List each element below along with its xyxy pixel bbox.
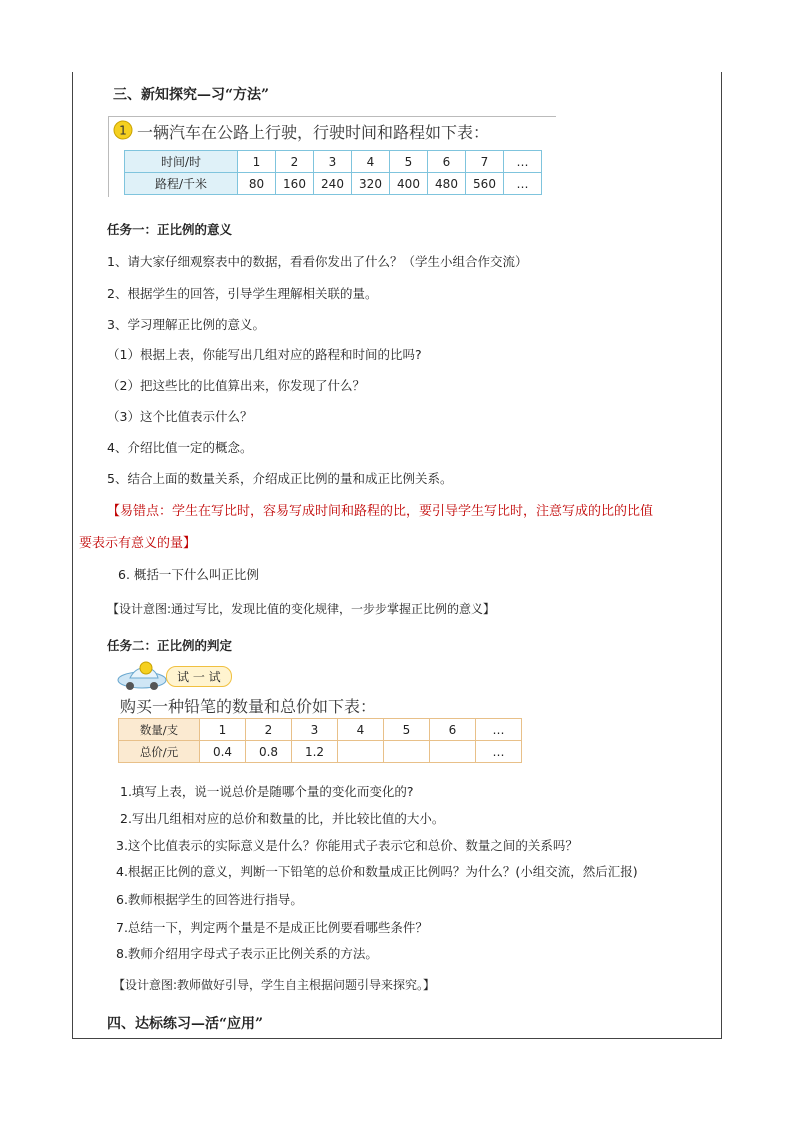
table-cell: …	[504, 173, 542, 195]
task1-paragraph: 2、根据学生的回答，引导学生理解相关联的量。	[107, 286, 378, 301]
try-it-badge: 试 一 试	[166, 666, 232, 687]
example-top-rule	[108, 116, 556, 117]
task1-question: （2）把这些比的比值算出来，你发现了什么？	[107, 378, 365, 393]
table-cell: 560	[466, 173, 504, 195]
row-header: 总价/元	[119, 741, 200, 763]
error-note-line1: 【易错点：学生在写比时，容易写成时间和路程的比，要引导学生写比时，注意写成的比的比值	[107, 504, 654, 519]
task2-step: 1.填写上表，说一说总价是随哪个量的变化而变化的?	[120, 784, 414, 799]
svg-text:1: 1	[119, 123, 127, 138]
task1-paragraph: 1、请大家仔细观察表中的数据，看看你发出了什么？（学生小组合作交流）	[107, 254, 528, 269]
task1-question: （1）根据上表，你能写出几组对应的路程和时间的比吗?	[107, 347, 422, 362]
pencil-text: 购买一种铅笔的数量和总价如下表：	[120, 697, 377, 716]
table-row	[119, 719, 522, 741]
task1-question: （3）这个比值表示什么？	[107, 409, 253, 424]
section3-title: 三、新知探究—习“方法”	[113, 87, 270, 103]
task1-title: 任务一：正比例的意义	[107, 222, 233, 237]
task1-paragraph: 6. 概括一下什么叫正比例	[118, 567, 259, 582]
section4-title: 四、达标练习—活“应用”	[107, 1016, 264, 1032]
row-header: 数量/支	[119, 719, 200, 741]
table-cell: 80	[238, 173, 276, 195]
table-cell: 5	[384, 719, 430, 741]
design-intent-2: 【设计意图:教师做好引导，学生自主根据问题引导来探究。】	[113, 978, 436, 992]
table-cell	[338, 741, 384, 763]
table-cell: 1	[238, 151, 276, 173]
table-cell: 7	[466, 151, 504, 173]
table-cell	[430, 741, 476, 763]
table-cell: …	[476, 741, 522, 763]
table-cell: 6	[430, 719, 476, 741]
table-cell: …	[476, 719, 522, 741]
task2-step: 4.根据正比例的意义，判断一下铅笔的总价和数量成正比例吗？为什么？(小组交流，然后汇报)	[116, 864, 638, 879]
table-cell: 160	[276, 173, 314, 195]
row-header: 路程/千米	[125, 173, 238, 195]
task1-paragraph: 5、结合上面的数量关系，介绍成正比例的量和成正比例关系。	[107, 471, 453, 486]
task2-step: 6.教师根据学生的回答进行指导。	[116, 892, 303, 907]
table-row	[119, 741, 522, 763]
example-text: 一辆汽车在公路上行驶，行驶时间和路程如下表：	[137, 123, 490, 142]
table-cell: 1.2	[292, 741, 338, 763]
table-cell: 240	[314, 173, 352, 195]
table-cell: 2	[276, 151, 314, 173]
task2-title: 任务二：正比例的判定	[107, 638, 233, 653]
table-cell: 0.4	[200, 741, 246, 763]
table-cell: 4	[352, 151, 390, 173]
table-cell: …	[504, 151, 542, 173]
table-cell: 0.8	[246, 741, 292, 763]
row-header: 时间/时	[125, 151, 238, 173]
task2-step: 7.总结一下，判定两个量是不是成正比例要看哪些条件？	[116, 920, 428, 935]
car-icon	[116, 660, 168, 692]
time-distance-table	[124, 150, 542, 195]
table-cell: 3	[314, 151, 352, 173]
task2-step: 2.写出几组相对应的总价和数量的比，并比较比值的大小。	[120, 811, 445, 826]
task1-paragraph: 4、介绍比值一定的概念。	[107, 440, 253, 455]
table-cell: 2	[246, 719, 292, 741]
task2-step: 8.教师介绍用字母式子表示正比例关系的方法。	[116, 946, 378, 961]
table-cell: 320	[352, 173, 390, 195]
table-cell	[384, 741, 430, 763]
table-cell: 3	[292, 719, 338, 741]
example-left-rule	[108, 117, 109, 197]
table-cell: 5	[390, 151, 428, 173]
example-number-icon	[113, 120, 133, 140]
task1-paragraph: 3、学习理解正比例的意义。	[107, 317, 265, 332]
error-note-line2: 要表示有意义的量】	[79, 536, 197, 551]
table-cell: 1	[200, 719, 246, 741]
table-cell: 4	[338, 719, 384, 741]
design-intent-1: 【设计意图:通过写比，发现比值的变化规律，一步步掌握正比例的意义】	[107, 602, 496, 616]
table-row	[125, 151, 542, 173]
table-row	[125, 173, 542, 195]
pencil-price-table	[118, 718, 522, 763]
table-cell: 400	[390, 173, 428, 195]
table-cell: 480	[428, 173, 466, 195]
table-cell: 6	[428, 151, 466, 173]
task2-step: 3.这个比值表示的实际意义是什么？你能用式子表示它和总价、数量之间的关系吗？	[116, 838, 578, 853]
